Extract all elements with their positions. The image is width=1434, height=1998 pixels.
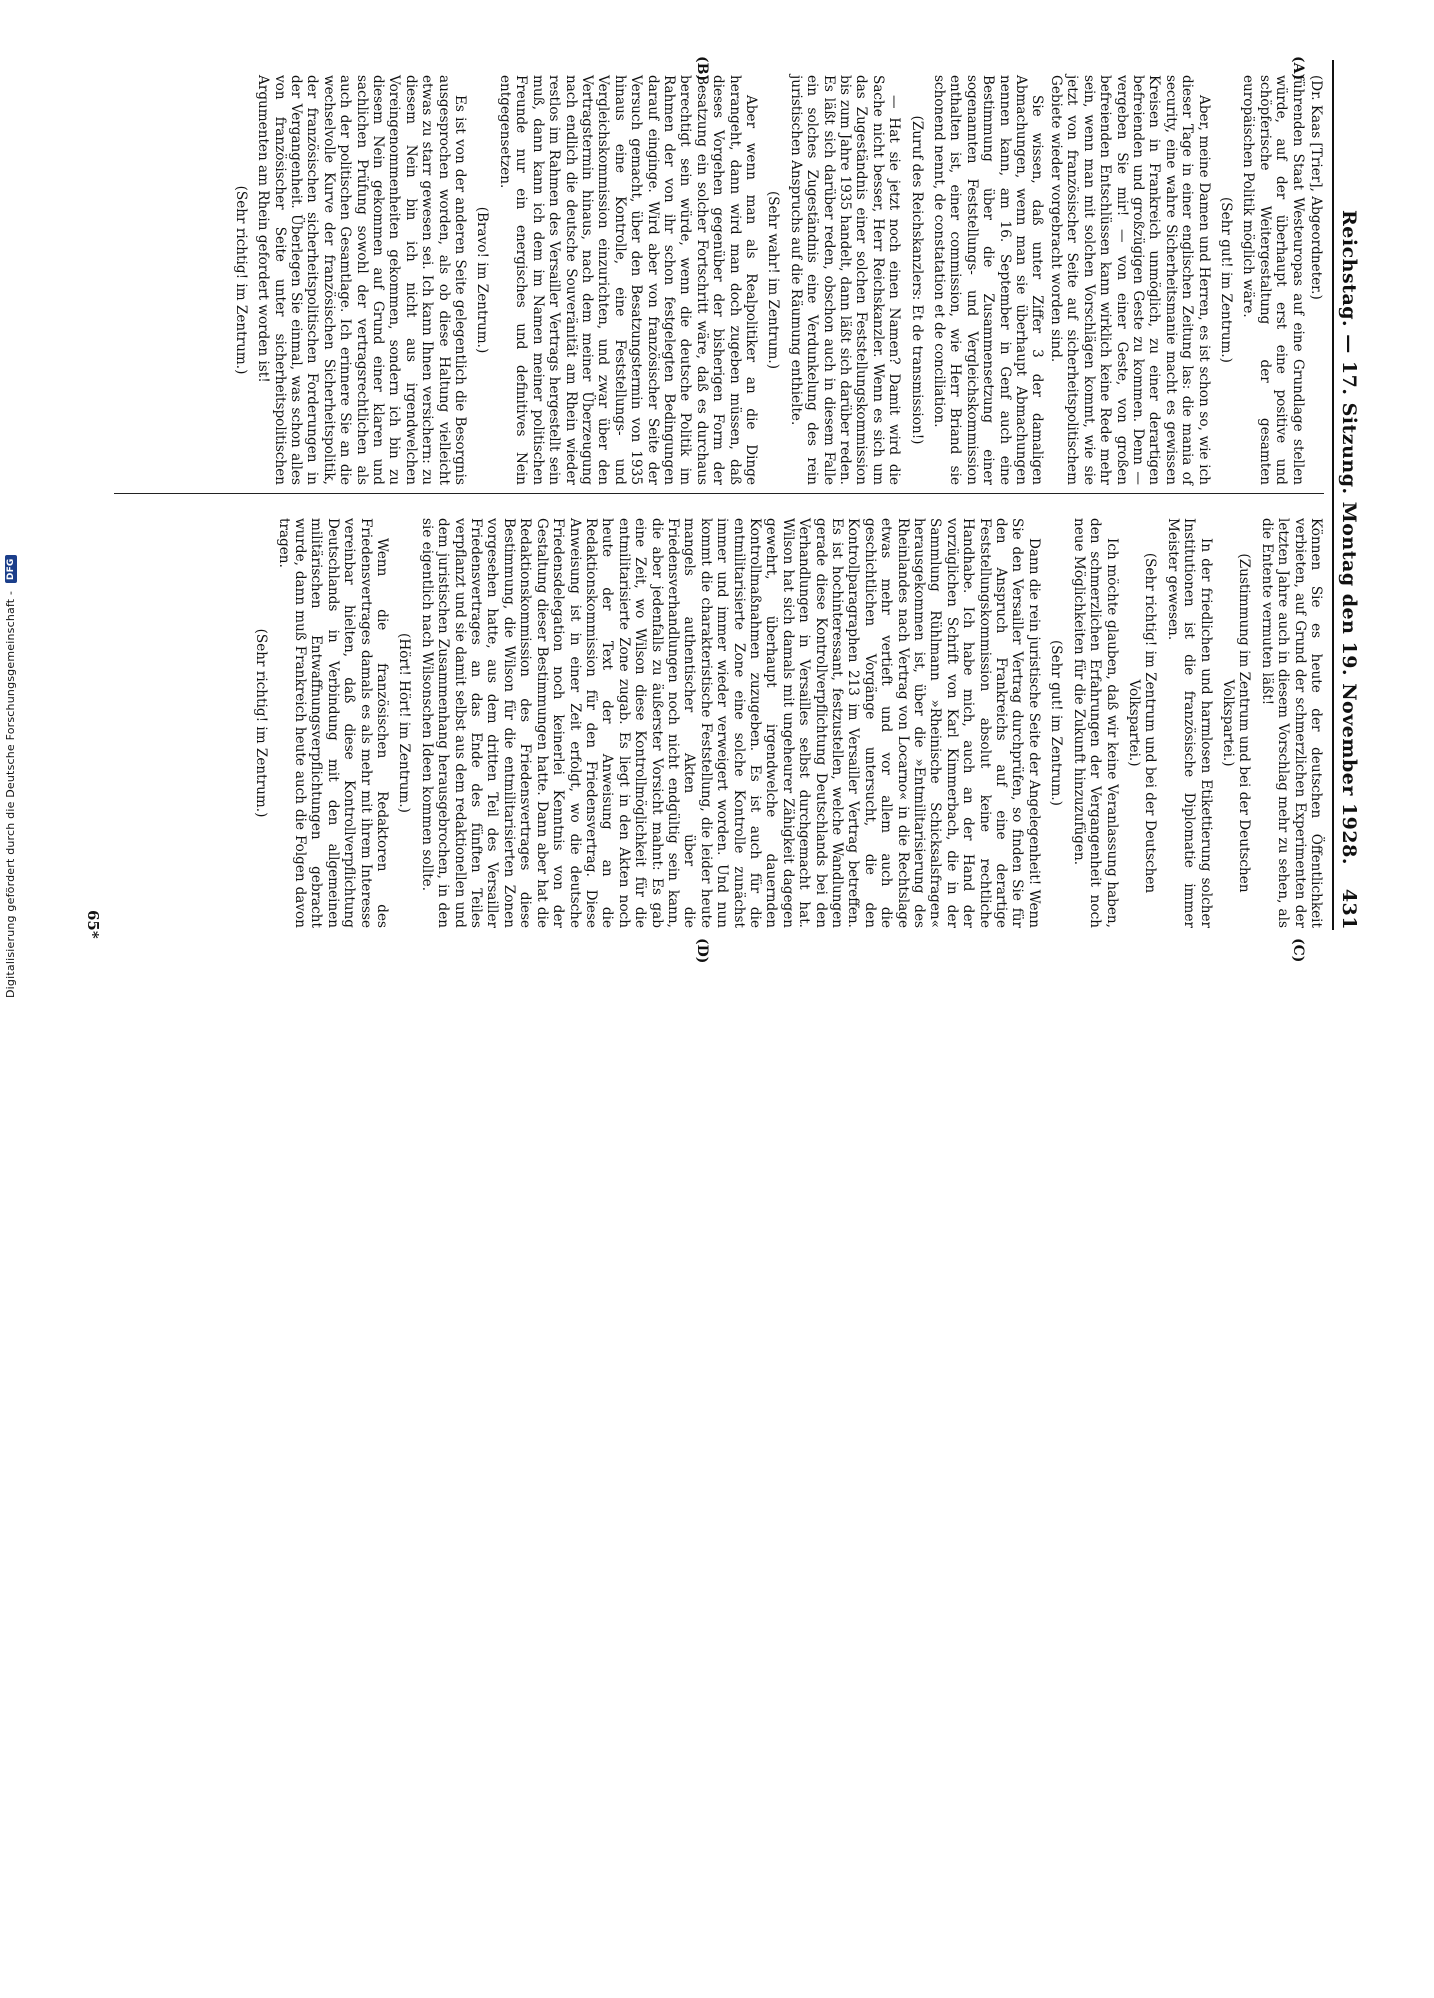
left-column (226, 75, 1324, 485)
header-rule (1332, 60, 1334, 930)
header-title: Reichstag. — 17. Sitzung. Montag den 19. November 1928. (1338, 210, 1360, 865)
interjection: (Sehr gut! im Zentrum.) (1217, 197, 1234, 363)
paragraph: führenden Staat Westeuropas auf eine Grundlage stellen würde, auf der überhaupt erst eine positive und schöpferische Weitergestaltung der gesamten europäischen Politik möglich wäre. (1240, 75, 1306, 485)
margin-marker-a: (A) (1290, 56, 1306, 81)
paragraph: Aber wenn man als Realpolitiker an die Dinge herangeht, dann wird man doch zugeben müssen, daß dieses Vorgehen gegenüber der bisherigen Form der Besatzung ein solcher Fortschritt wäre, daß es durchaus berechtigt sein würde, wenn die deutsche Politik im Rahmen der von ihr schon festgelegten Bedingungen darauf einginge. Wird aber von französischer Seite der Versuch gemacht, über den Besatzungstermin von 1935 hinaus eine Kontrolle, eine Feststellungs- und Vergleichskommission einzurichten, und zwar über den Vertragstermin hinaus, nach dem meiner Überzeugung nach endlich die deutsche Souveränität am Rhein wieder restlos im Rahmen des Versailler Vertrags hergestellt sein muß, dann kann ich dem im Namen meiner politischen Freunde nur ein energisches und definitives Nein entgegensetzen. (496, 75, 759, 485)
interjection: (Sehr wahr! im Zentrum.) (765, 190, 782, 370)
credit-text: Digitalisierung gefördert durch die Deutsche Forschungsgemeinschaft - (4, 590, 17, 998)
page-number: 431 (1338, 888, 1360, 930)
credit-strip (4, 558, 24, 1998)
paragraph: In der friedlichen und harmlosen Etikettierung solcher Institutionen ist die französische Diplomatie immer Meister gewesen. (1164, 518, 1214, 928)
paragraph: Es ist von der anderen Seite gelegentlich die Besorgnis ausgesprochen worden, als ob diese Haltung vielleicht etwas zu starr gewesen sei. Ich kann Ihnen versichern: zu diesem Nein bin ich nicht aus irgendwelchen Voreingenommenheiten gekommen, sondern ich bin zu diesem Nein gekommen auf Grund einer klaren und sachlichen Prüfung sowohl der vertragsrechtlichen als auch der politischen Gesamtlage. Ich erinnere Sie an die wechselvolle Kurve der französischen Sicherheitspolitik, der französischen sicherheitspolitischen Forderungen in der Vergangenheit. Überlegen Sie einmal, was schon alles von französischer Seite unter sicherheitspolitischen Argumenten am Rhein gefordert worden ist! (255, 75, 469, 485)
interjection: (Sehr richtig! im Zentrum und bei der Deutschen Volkspartei.) (1125, 552, 1159, 894)
interjection: (Bravo! im Zentrum.) (474, 206, 491, 354)
paragraph: Aber, meine Damen und Herren, es ist schon so, wie ich dieser Tage in einer englischen Zeitung las: die mania of security, eine wahre Sicherheitsmanie macht es gewissen Kreisen in Frankreich unmöglich, zu einer derartigen befreienden und großzügigen Geste zu kommen. Denn — vergeben Sie mir! — von einer Geste, von großen befreienden Entschlüssen kann wirklich keine Rede mehr sein, wenn man mit solchen Vorschlägen kommt, wie sie jetzt von französischer Seite auf sicherheitspolitischem Gebiete wieder vorgebracht worden sind. (1047, 75, 1212, 485)
paragraph: (Dr. Kaas [Trier], Abgeordneter.) (1308, 75, 1324, 300)
right-column (247, 518, 1324, 928)
interjection: (Zuruf des Reichskanzlers: Et de transmission!) (908, 115, 925, 445)
credit-line (4, 12, 24, 998)
paragraph: Sie wissen, daß unter Ziffer 3 der damaligen Abmachungen, wenn man sie überhaupt Abmachungen nennen kann, am 16. September in Genf auch eine Bestimmung über die Zusammensetzung einer sogenannten Feststellungs- und Vergleichskommission enthalten ist, einer commission, wie Herr Briand sie schonend nennt, de constatation et de conciliation. (931, 75, 1046, 485)
interjection: (Hört! Hört! im Zentrum.) (396, 633, 413, 813)
paragraph: Dann die rein juristische Seite der Angelegenheit! Wenn Sie den Versailler Vertrag durchprüfen, so finden Sie für den Anspruch Frankreichs auf eine derartige Feststellungskommission absolut keine rechtliche Handhabe. Ich habe mich, auch an der Hand der vorzüglichen Schrift von Karl Kimmerbach, die in der Sammlung Rühlmann »Rheinische Schicksalsfragen« herausgekommen ist, über die »Entmilitarisierung des Rheinlandes nach Vertrag von Locarno« in die Rechtslage etwas mehr vertieft und vor allem auch die geschichtlichen Vorgänge untersucht, die den Kontrollparagraphen 213 im Versailler Vertrag betreffen. Es ist hochinteressant, festzustellen, welche Wandlungen gerade diese Kontrollverpflichtung Deutschlands bei den Verhandlungen in Versailles selbst durchgemacht hat. Wilson hat sich damals mit ungeheurer Zähigkeit dagegen gewehrt, überhaupt irgendwelche dauernden Kontrollmaßnahmen zuzugeben. Es ist auch für die entmilitarisierte Zone eine solche Kontrolle zunächst immer und immer wieder verweigert worden. Und nun kommt die charakteristische Feststellung, die leider heute mangels authentischer Akten über die Friedensverhandlungen noch nicht endgültig sein kann, die aber jedenfalls zu äußerster Vorsicht mahnt: Es gab eine Zeit, wo Wilson diese Kontrollmöglichkeit für die entmilitarisierte Zone zugab. Es liegt in den Akten noch heute der Text der Anweisung an die Redaktionskommission für den Friedensvertrag. Diese Anweisung ist in einer Zeit erfolgt, wo die deutsche Friedensdelegation noch keinerlei Kenntnis von der Gestaltung dieser Bestimmungen hatte. Dann aber hat die Redaktionskommission des Friedensvertrages diese Bestimmung, die Wilson für die entmilitarisierten Zonen vorgesehen hatte, aus dem dritten Teil des Versailler Friedensvertrages an das Ende des fünften Teiles verpflanzt und sie damit selbst aus dem redaktionellen und dem juristischen Zusammenhang herausgebrochen, in den sie eigentlich nach Wilsonschen Ideen kommen sollte. (418, 518, 1042, 928)
interjection: (Zustimmung im Zentrum und bei der Deutschen Volkspartei.) (1219, 553, 1253, 893)
paragraph: Ich möchte glauben, daß wir keine Veranlassung haben, den schmerzlichen Erfahrungen der Vergangenheit noch neue Möglichkeiten für die Zukunft hinzuzufügen. (1070, 518, 1120, 928)
paragraph: Wenn die französischen Redaktoren des Friedensvertrages damals es als mehr mit ihrem Interesse vereinbar hielten, daß diese Kontrollverpflichtung Deutschlands in Verbindung mit den allgemeinen militärischen Entwaffnungsverpflichtungen gebracht wurde, dann muß Frankreich heute auch die Folgen davon tragen. (275, 518, 391, 928)
column-divider (114, 493, 1324, 494)
interjection: (Sehr richtig! im Zentrum.) (232, 185, 249, 375)
signature-mark: 65* (84, 910, 102, 939)
margin-marker-b: (B) (694, 56, 710, 82)
margin-marker-c: (C) (1290, 938, 1306, 963)
interjection: (Sehr gut! im Zentrum.) (1048, 640, 1065, 806)
margin-marker-d: (D) (694, 938, 710, 964)
interjection: (Sehr richtig! im Zentrum.) (253, 628, 270, 818)
paragraph: — Hat sie jetzt noch einen Namen? Damit wird die Sache nicht besser, Herr Reichskanzler. Wenn es sich um das Zugeständnis einer solchen Feststellungskommission bis zum Jahre 1935 handelt, dann läßt sich darüber reden. Es läßt sich darüber reden, obschon auch in diesem Falle ein solches Zugeständnis eine Verdunkelung des rein juristischen Anspruchs auf die Räumung enthielte. (787, 75, 903, 485)
paragraph: Können Sie es heute der deutschen Öffentlichkeit verbieten, auf Grund der schmerzlichen Experimenten der letzten Jahre auch in diesem Vorschlag mehr zu sehen, als die Entente vermuten läßt! (1258, 518, 1324, 928)
dfg-logo-icon: DFG (5, 555, 17, 583)
